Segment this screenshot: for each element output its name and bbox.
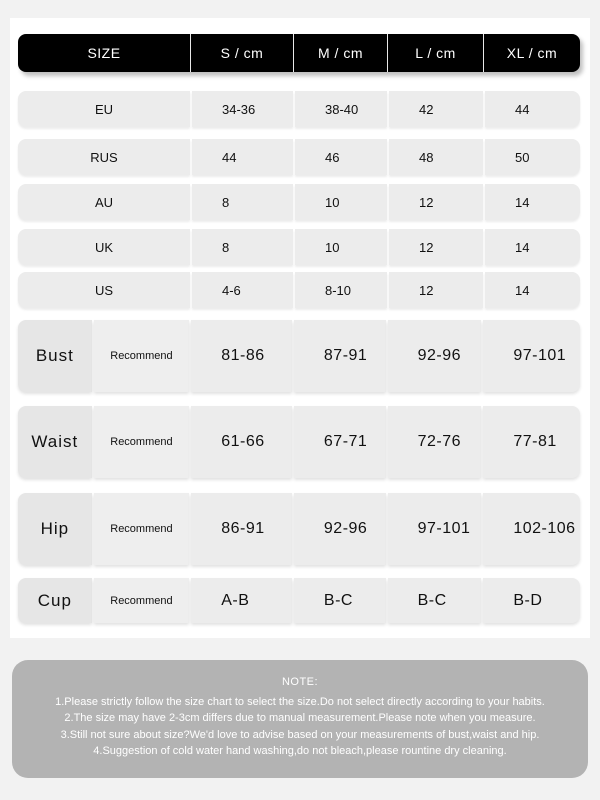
cell-s: 81-86 [191, 320, 292, 392]
table-row-au [18, 184, 580, 220]
cell-xl: 14 [485, 272, 580, 308]
cell-xl: 102-106 [483, 493, 580, 565]
cell-s: 8 [192, 229, 293, 265]
row-label: EU [18, 91, 190, 127]
cell-l: 12 [389, 229, 483, 265]
cell-m: 10 [295, 229, 387, 265]
table-row-bust [18, 320, 580, 392]
recommend-label: Recommend [94, 406, 190, 478]
measure-name: Waist [18, 406, 92, 478]
header-size: SIZE [18, 34, 191, 72]
table-row-cup [18, 578, 580, 623]
cell-m: 38-40 [295, 91, 387, 127]
cell-s: 61-66 [191, 406, 292, 478]
table-header [18, 34, 580, 72]
note-line-3: 3.Still not sure about size?We'd love to advise based on your measurements of bust,waist and hip. [60, 728, 540, 741]
measure-name: Hip [18, 493, 92, 565]
note-line-2: 2.The size may have 2-3cm differs due to manual measurement.Please note when you measure. [64, 712, 536, 724]
header-s: S / cm [191, 34, 294, 72]
cell-s: 4-6 [192, 272, 293, 308]
cell-xl: 14 [485, 229, 580, 265]
cell-m: 46 [295, 139, 387, 175]
cell-l: 12 [389, 272, 483, 308]
cell-m: 67-71 [294, 406, 386, 478]
measure-name: Bust [18, 320, 92, 392]
recommend-label: Recommend [94, 578, 190, 623]
cell-m: 10 [295, 184, 387, 220]
cell-xl: 50 [485, 139, 580, 175]
cell-s: 8 [192, 184, 293, 220]
cell-l: 12 [389, 184, 483, 220]
table-row-hip [18, 493, 580, 565]
cell-m: B-C [294, 578, 386, 623]
note-box [12, 660, 588, 778]
header-m: M / cm [294, 34, 388, 72]
table-row-waist [18, 406, 580, 478]
recommend-label: Recommend [94, 493, 190, 565]
cell-l: B-C [388, 578, 482, 623]
cell-m: 87-91 [294, 320, 386, 392]
cell-s: 86-91 [191, 493, 292, 565]
note-title: NOTE: [281, 676, 319, 688]
row-label: US [18, 272, 190, 308]
cell-s: 34-36 [192, 91, 293, 127]
header-xl: XL / cm [506, 45, 558, 61]
table-row-uk [18, 229, 580, 265]
row-label: RUS [18, 139, 190, 175]
cell-m: 92-96 [294, 493, 386, 565]
row-label: UK [18, 229, 190, 265]
table-row-us [18, 272, 580, 308]
cell-l: 97-101 [388, 493, 482, 565]
cell-s: 44 [192, 139, 293, 175]
cell-xl: 97-101 [483, 320, 580, 392]
cell-m: 8-10 [295, 272, 387, 308]
cell-l: 72-76 [388, 406, 482, 478]
note-line-1: 1.Please strictly follow the size chart to select the size.Do not select directly according to your habits. [55, 695, 545, 708]
cell-xl: 44 [485, 91, 580, 127]
cell-xl: B-D [483, 578, 580, 623]
table-row-eu [18, 91, 580, 127]
header-l: L / cm [388, 34, 484, 72]
recommend-label: Recommend [94, 320, 190, 392]
cell-l: 48 [389, 139, 483, 175]
cell-s: A-B [191, 578, 292, 623]
cell-xl: 77-81 [483, 406, 580, 478]
measure-name: Cup [18, 578, 92, 623]
cell-l: 42 [389, 91, 483, 127]
note-line-4: 4.Suggestion of cold water hand washing,do not bleach,please rountine dry cleaning. [93, 745, 507, 757]
cell-xl: 14 [485, 184, 580, 220]
cell-l: 92-96 [388, 320, 482, 392]
row-label: AU [18, 184, 190, 220]
table-row-rus [18, 139, 580, 175]
